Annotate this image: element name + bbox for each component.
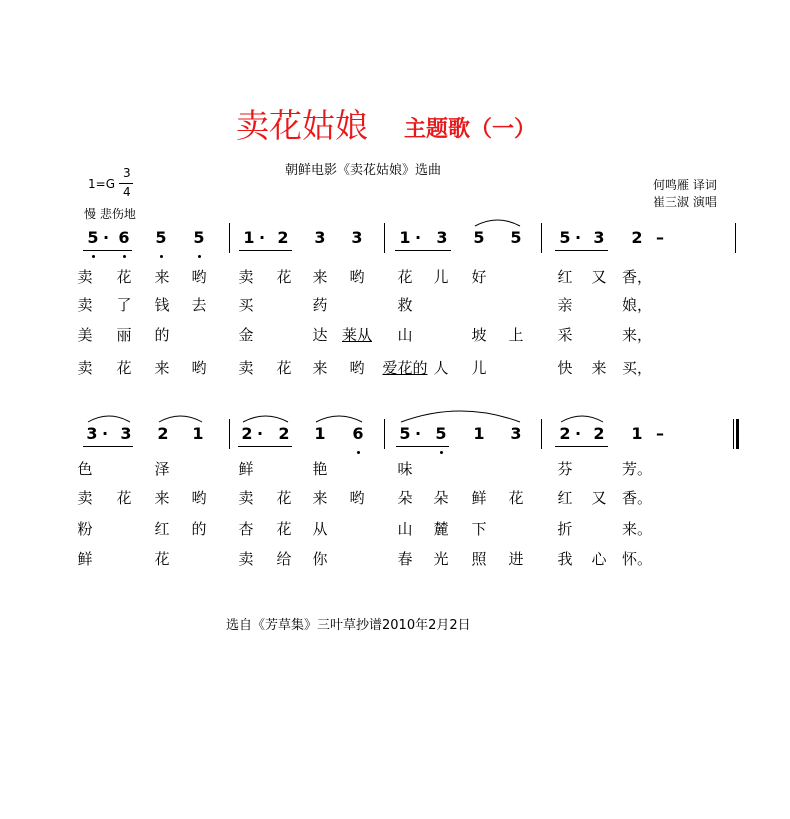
lyric-syllable: 花 bbox=[116, 268, 132, 286]
lyric-syllable: 香。 bbox=[621, 489, 653, 507]
lyric-syllable: 给 bbox=[276, 550, 292, 568]
lyric-syllable: 山 bbox=[397, 326, 413, 344]
note: 3 bbox=[436, 228, 448, 247]
lyric-syllable: 来 bbox=[154, 268, 170, 286]
lyric-syllable: 花 bbox=[154, 550, 170, 568]
note: · bbox=[101, 424, 109, 443]
lyric-syllable: 朵 bbox=[433, 489, 449, 507]
lyric-syllable: 花 bbox=[397, 268, 413, 286]
lyric-syllable: 下 bbox=[471, 520, 487, 538]
lyric-syllable: 卖 bbox=[238, 359, 254, 377]
note: 3 bbox=[314, 228, 326, 247]
lyric-syllable: 卖 bbox=[77, 359, 93, 377]
note: 5 bbox=[473, 228, 485, 247]
lyric-syllable: 娘， bbox=[621, 296, 653, 314]
note: 5 bbox=[435, 424, 447, 443]
lyric-syllable: 泽 bbox=[154, 460, 170, 478]
note: 2 bbox=[241, 424, 253, 443]
note: 3 bbox=[593, 228, 605, 247]
lyric-syllable: 哟 bbox=[349, 359, 365, 377]
lyric-syllable: 上 bbox=[508, 326, 524, 344]
slur bbox=[159, 416, 202, 422]
lyric-syllable: 花 bbox=[276, 359, 292, 377]
lyric-syllable: 来 bbox=[312, 359, 328, 377]
lyric-syllable: 来 bbox=[154, 489, 170, 507]
time-denominator: 4 bbox=[123, 185, 131, 199]
lyric-syllable: 我 bbox=[557, 550, 573, 568]
lyric-syllable: 照 bbox=[471, 550, 487, 568]
note: · bbox=[258, 228, 266, 247]
lyric-syllable: 花 bbox=[276, 268, 292, 286]
lyric-syllable: 去 bbox=[191, 296, 207, 314]
lyric-syllable: 麓 bbox=[433, 520, 449, 538]
note: · bbox=[574, 424, 582, 443]
lyric-syllable: 来 bbox=[312, 268, 328, 286]
lyric-syllable: 朵 bbox=[397, 489, 413, 507]
time-numerator: 3 bbox=[123, 166, 131, 180]
song-source: 朝鲜电影《卖花姑娘》选曲 bbox=[285, 163, 442, 178]
note: 1 bbox=[631, 424, 643, 443]
lyric-syllable: 红 bbox=[557, 489, 573, 507]
lyric-syllable: 来 bbox=[591, 359, 607, 377]
lyric-syllable: 艳 bbox=[312, 460, 328, 478]
slur bbox=[243, 416, 288, 422]
lyric-syllable: 心 bbox=[591, 550, 607, 568]
lyric-syllable: 来 bbox=[154, 359, 170, 377]
note: 1 bbox=[399, 228, 411, 247]
lyric-syllable: 药 bbox=[312, 296, 328, 314]
lyric-syllable: 哟 bbox=[191, 359, 207, 377]
slur bbox=[88, 416, 130, 422]
lyric-syllable: 鲜 bbox=[77, 550, 93, 568]
lyric-syllable: 粉 bbox=[77, 520, 93, 538]
lyric-syllable: 哟 bbox=[349, 268, 365, 286]
note: 6 bbox=[118, 228, 130, 247]
lyric-syllable: 春 bbox=[397, 550, 413, 568]
lyric-syllable: 金 bbox=[238, 326, 254, 344]
lyric-syllable: 了 bbox=[116, 296, 132, 314]
lyric-syllable: 又 bbox=[591, 489, 607, 507]
lyric-syllable: 鲜 bbox=[238, 460, 254, 478]
lyric-syllable: 从 bbox=[312, 520, 328, 538]
key-signature: 1=G bbox=[88, 177, 115, 191]
lyric-syllable: 花 bbox=[508, 489, 524, 507]
lyric-syllable: 色 bbox=[77, 460, 93, 478]
slur bbox=[401, 411, 520, 422]
note: 2 bbox=[631, 228, 643, 247]
note: – bbox=[656, 228, 664, 247]
lyric-syllable: 花 bbox=[276, 520, 292, 538]
note: 5 bbox=[87, 228, 99, 247]
tempo-marking: 慢 悲伤地 bbox=[84, 207, 136, 221]
note: 1 bbox=[243, 228, 255, 247]
lyric-syllable: 又 bbox=[591, 268, 607, 286]
song-subtitle: 主题歌（一） bbox=[404, 116, 537, 142]
note: · bbox=[414, 228, 422, 247]
lyric-syllable: 卖 bbox=[238, 550, 254, 568]
note: 5 bbox=[399, 424, 411, 443]
lyric-syllable: 救 bbox=[397, 296, 413, 314]
lyric-syllable: 花 bbox=[116, 489, 132, 507]
lyric-syllable: 香， bbox=[621, 268, 653, 286]
lyric-syllable: 儿 bbox=[433, 268, 449, 286]
credit-lyrics: 何鸣雁 译词 bbox=[653, 178, 717, 192]
note: 2 bbox=[277, 228, 289, 247]
note: 5 bbox=[510, 228, 522, 247]
lyric-syllable: 卖 bbox=[238, 268, 254, 286]
note: 3 bbox=[510, 424, 522, 443]
lyric-syllable: 哟 bbox=[191, 489, 207, 507]
lyric-syllable: 味 bbox=[397, 460, 413, 478]
lyric-syllable: 的 bbox=[154, 326, 170, 344]
note: 1 bbox=[314, 424, 326, 443]
lyric-syllable: 卖 bbox=[77, 489, 93, 507]
lyric-syllable: 杏 bbox=[238, 520, 254, 538]
note: 2 bbox=[157, 424, 169, 443]
note: 3 bbox=[86, 424, 98, 443]
lyric-syllable: 折 bbox=[557, 520, 573, 538]
note: 1 bbox=[473, 424, 485, 443]
note: · bbox=[256, 424, 264, 443]
lyric-syllable: 花 bbox=[276, 489, 292, 507]
lyric-syllable: 卖 bbox=[77, 296, 93, 314]
note: 5 bbox=[559, 228, 571, 247]
credit-singer: 崔三淑 演唱 bbox=[653, 195, 717, 209]
lyric-syllable: 怀。 bbox=[621, 550, 653, 568]
lyric-syllable: 卖 bbox=[238, 489, 254, 507]
lyric-syllable: 丽 bbox=[116, 326, 132, 344]
lyric-syllable: 来， bbox=[621, 326, 653, 344]
lyric-syllable: 来。 bbox=[621, 520, 653, 538]
note: 3 bbox=[120, 424, 132, 443]
lyric-syllable: 采 bbox=[557, 326, 573, 344]
lyric-syllable: 哟 bbox=[349, 489, 365, 507]
footer-note: 选自《芳草集》三叶草抄谱2010年2月2日 bbox=[226, 618, 471, 633]
note: 2 bbox=[593, 424, 605, 443]
note: 1 bbox=[192, 424, 204, 443]
lyric-syllable: 山 bbox=[397, 520, 413, 538]
lyric-syllable: 快 bbox=[557, 359, 573, 377]
lyric-syllable: 美 bbox=[77, 326, 93, 344]
slur bbox=[561, 416, 603, 422]
note: 5 bbox=[155, 228, 167, 247]
slur bbox=[316, 416, 362, 422]
lyric-syllable: 亲 bbox=[557, 296, 573, 314]
lyric-syllable: 卖 bbox=[77, 268, 93, 286]
lyric-syllable: 人 bbox=[433, 359, 449, 377]
lyric-syllable: 红 bbox=[557, 268, 573, 286]
lyric-syllable: 哟 bbox=[191, 268, 207, 286]
lyric-syllable: 来 bbox=[312, 489, 328, 507]
note: · bbox=[414, 424, 422, 443]
lyric-syllable: 光 bbox=[433, 550, 449, 568]
lyric-syllable: 买， bbox=[621, 359, 653, 377]
note: · bbox=[574, 228, 582, 247]
lyric-syllable: 你 bbox=[312, 550, 328, 568]
note: 2 bbox=[559, 424, 571, 443]
note: 2 bbox=[278, 424, 290, 443]
lyric-syllable: 好 bbox=[471, 268, 487, 286]
note: 3 bbox=[351, 228, 363, 247]
lyric-syllable: 鲜 bbox=[471, 489, 487, 507]
lyric-syllable: 爱花的 bbox=[382, 359, 428, 377]
lyric-syllable: 儿 bbox=[471, 359, 487, 377]
lyric-syllable: 达 bbox=[312, 326, 328, 344]
lyric-syllable: 芳。 bbox=[621, 460, 653, 478]
note: 5 bbox=[193, 228, 205, 247]
note: · bbox=[102, 228, 110, 247]
lyric-syllable: 芬 bbox=[557, 460, 573, 478]
lyric-syllable: 坡 bbox=[471, 326, 487, 344]
note: – bbox=[656, 424, 664, 443]
lyric-syllable: 红 bbox=[154, 520, 170, 538]
lyric-syllable: 钱 bbox=[154, 296, 170, 314]
lyric-syllable: 进 bbox=[508, 550, 524, 568]
lyric-syllable: 买 bbox=[238, 296, 254, 314]
note: 6 bbox=[352, 424, 364, 443]
lyric-syllable: 的 bbox=[191, 520, 207, 538]
lyric-syllable: 花 bbox=[116, 359, 132, 377]
lyric-syllable: 莱从 bbox=[341, 326, 373, 344]
song-title: 卖花姑娘 bbox=[236, 106, 368, 145]
